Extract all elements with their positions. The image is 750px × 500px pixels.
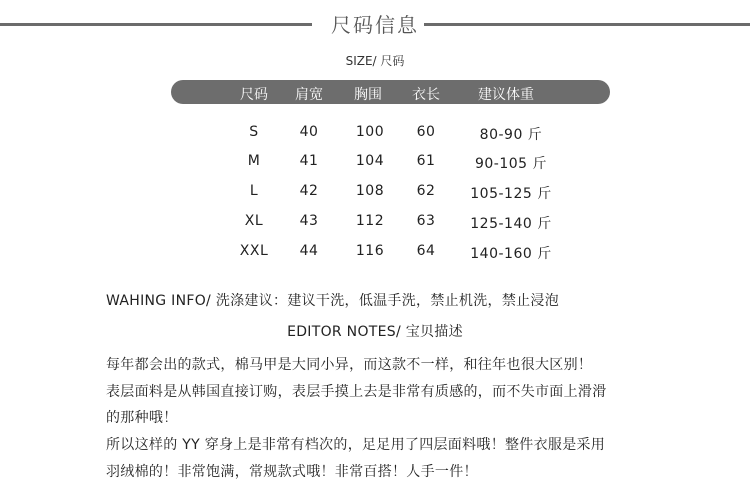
table-row-1-chest: 100	[355, 124, 385, 140]
table-row-1-size: S	[249, 124, 259, 140]
washing-info: WAHING INFO/ 洗涤建议：建议干洗，低温手洗，禁止机洗，禁止浸泡	[106, 293, 560, 309]
header-shoulder: 肩宽	[295, 87, 323, 103]
table-row-3-shoulder: 42	[299, 183, 319, 199]
table-row-5-shoulder: 44	[299, 243, 319, 259]
table-row-2-chest: 104	[355, 153, 385, 169]
header-size: 尺码	[240, 87, 268, 103]
header-weight: 建议体重	[478, 87, 534, 103]
table-row-1-shoulder: 40	[299, 124, 319, 140]
description-line-1: 每年都会出的款式，棉马甲是大同小异，而这款不一样，和往年也很大区别！	[106, 357, 593, 373]
page-title: 尺码信息	[325, 9, 425, 38]
table-row-2-length: 61	[416, 153, 436, 169]
table-row-5-size: XXL	[239, 243, 269, 259]
table-row-4-size: XL	[244, 213, 264, 229]
table-row-3-chest: 108	[355, 183, 385, 199]
table-row-3-length: 62	[416, 183, 436, 199]
title-divider-right	[424, 23, 750, 26]
table-row-4-length: 63	[416, 213, 436, 229]
description-line-2: 表层面料是从韩国直接订购，表层手摸上去是非常有质感的，而不失市面上滑滑	[106, 384, 607, 400]
table-row-5-weight: 140-160 斤	[470, 246, 552, 262]
description-line-3: 的那种哦！	[106, 410, 178, 426]
description-line-5: 羽绒棉的！非常饱满，常规款式哦！非常百搭！人手一件！	[106, 464, 478, 480]
table-row-2-shoulder: 41	[299, 153, 319, 169]
table-row-4-shoulder: 43	[299, 213, 319, 229]
table-row-2-size: M	[247, 153, 261, 169]
table-row-5-length: 64	[416, 243, 436, 259]
table-row-3-weight: 105-125 斤	[470, 186, 552, 202]
size-table-header-bar	[171, 80, 610, 104]
table-row-4-weight: 125-140 斤	[470, 216, 552, 232]
table-row-1-weight: 80-90 斤	[479, 127, 543, 143]
title-row	[0, 6, 750, 40]
size-subtitle: SIZE/ 尺码	[345, 54, 405, 68]
header-chest: 胸围	[354, 87, 382, 103]
table-row-2-weight: 90-105 斤	[474, 156, 548, 172]
description-line-4: 所以这样的 YY 穿身上是非常有档次的，足足用了四层面料哦！整件衣服是采用	[106, 437, 606, 453]
title-divider-left	[0, 23, 312, 26]
table-row-3-size: L	[249, 183, 259, 199]
table-row-4-chest: 112	[355, 213, 385, 229]
table-row-5-chest: 116	[355, 243, 385, 259]
header-length: 衣长	[412, 87, 440, 103]
table-row-1-length: 60	[416, 124, 436, 140]
editor-notes-heading: EDITOR NOTES/ 宝贝描述	[287, 324, 463, 340]
